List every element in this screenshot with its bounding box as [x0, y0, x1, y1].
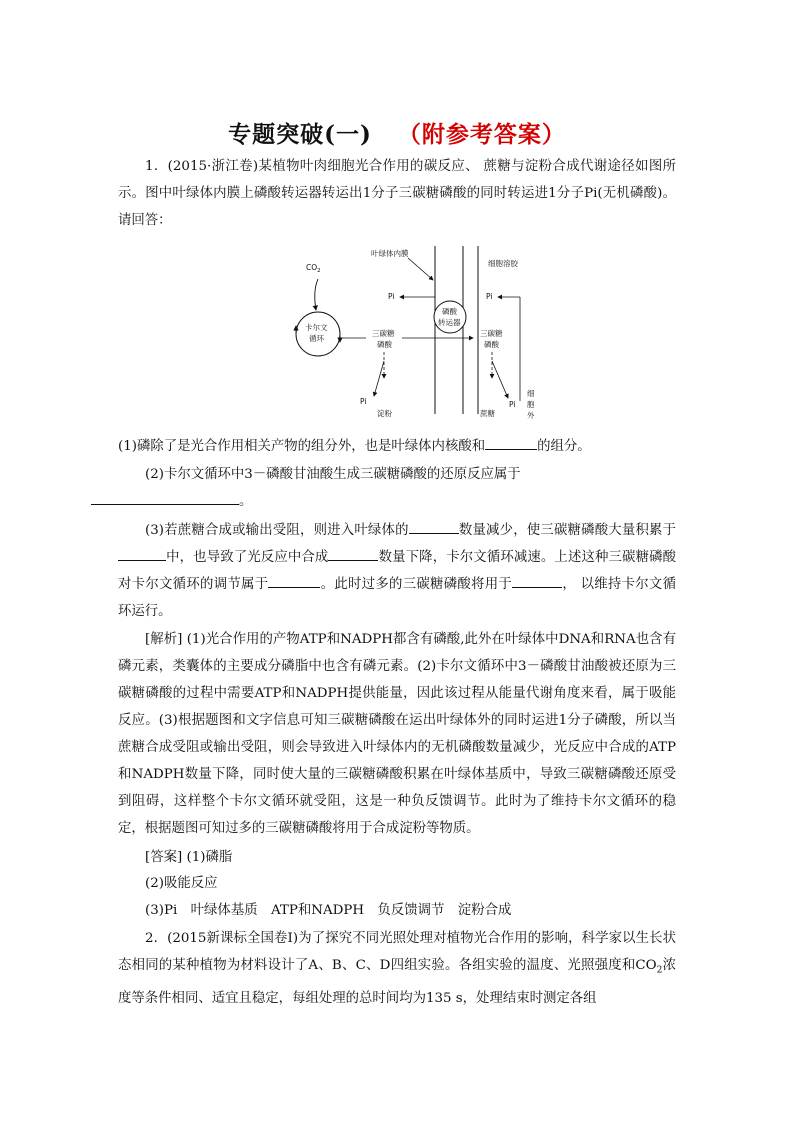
title-text: 专题突破(一) [228, 121, 372, 148]
question1-part2 [118, 461, 676, 515]
answer-label: [答案] [145, 850, 183, 865]
analysis-label: [解析] [145, 632, 183, 647]
pi-left-label: Pi [388, 292, 395, 301]
pi-bottom-left-label: Pi [360, 397, 367, 406]
transporter-line1: 磷酸 [442, 307, 457, 316]
carbon-metabolism-diagram [288, 246, 538, 428]
q3-blank-1 [409, 519, 459, 534]
question2-stem: 2．(2015新课标全国卷Ⅰ)为了探究不同光照处理对植物光合作用的影响，科学家以生长状态相同的某种植物为材料设计了A、B、C、D四组实验。各组实验的温度、光照强度和$CO_2$浓度等条件相同、适宜且稳定，每组处理的总时间均为135 s，处理结束时测定各组 [118, 931, 677, 1006]
answer-3: (3)Pi 叶绿体基质 ATP和NADPH 负反馈调节 淀粉合成 [145, 903, 512, 918]
question1-part3: (3)若蔗糖合成或输出受阻，则进入叶绿体的 数量减少，使三碳糖磷酸大量积累于中，也导致了光反应中合成 数量下降，卡尔文循环减速。上述这种三碳糖磷酸对卡尔文循环的调节属于 。此时过多的三碳糖磷酸将用于 ， 以维持卡尔文循环运行。 [118, 517, 676, 625]
q3-blank-2 [118, 546, 166, 561]
triose-right-line2: 磷酸 [484, 340, 499, 349]
co2-label: $CO_2$ [306, 263, 321, 274]
pi-bottom-right-label: Pi [509, 400, 516, 409]
answer-block [118, 844, 676, 871]
q1-text-a: (1)磷除了是光合作用相关产物的组分外，也是叶绿体内核酸和 [118, 439, 486, 454]
cytosol-label: 细胞溶胶 [488, 259, 518, 268]
q1-text-b: 的组分。 [537, 439, 591, 454]
answer-1: (1)磷脂 [182, 850, 233, 865]
q3-blank-3 [328, 546, 378, 561]
triose-left-line1: 三碳糖 [372, 329, 395, 338]
q2-blank [91, 490, 239, 505]
question1-part1 [118, 433, 591, 460]
answer-note: （附参考答案） [397, 121, 566, 148]
q2-text-a: (2)卡尔文循环中3－磷酸甘油酸生成三碳糖磷酸的还原反应属于 [145, 467, 521, 482]
analysis-paragraph [118, 626, 676, 842]
q2-text-b: 。 [239, 494, 253, 509]
q3-blank-4 [268, 573, 320, 588]
q1-blank [485, 435, 537, 450]
outside-label-3: 外 [527, 411, 535, 420]
calvin-cycle-line1: 卡尔文 [305, 323, 328, 332]
q3-blank-5 [512, 573, 562, 588]
analysis-text: (1)光合作用的产物ATP和NADPH都含有磷酸,此外在叶绿体中DNA和RNA也含有磷元素，类囊体的主要成分磷脂中也含有磷元素。(2)卡尔文循环中3－磷酸甘油酸被还原为三碳糖磷酸的过程中需要ATP和NADPH提供能量，因此该过程从能量代谢角度来看，属于吸能反应。(3)根据题图和文字信息可知三碳糖磷酸在运出叶绿体外的同时运进1分子磷酸，所以当蔗糖合成受阻或输出受阻，则会导致进入叶绿体内的无机磷酸数量减少，光反应中合成的ATP和NADPH数量下降，同时使大量的三碳糖磷酸积累在叶绿体基质中，导致三碳糖磷酸还原受到阻碍，这样整个卡尔文循环就受阻，这是一种负反馈调节。此时为了维持卡尔文循环的稳定，根据题图可知过多的三碳糖磷酸将用于合成淀粉等物质。 [118, 632, 677, 836]
answer-2: (2)吸能反应 [145, 876, 218, 891]
page-title [0, 116, 794, 149]
triose-right-line1: 三碳糖 [480, 329, 503, 338]
question1-stem: 1．(2015·浙江卷)某植物叶肉细胞光合作用的碳反应、 蔗糖与淀粉合成代谢途径如图所示。图中叶绿体内膜上磷酸转运器转运出1分子三碳糖磷酸的同时转运进1分子Pi(无机磷酸)。请回答： [118, 159, 676, 228]
outside-label-2: 胞 [527, 400, 535, 409]
transporter-line2: 转运器 [438, 318, 461, 327]
sucrose-label: 蔗糖 [480, 409, 495, 418]
triose-left-line2: 磷酸 [377, 340, 392, 349]
outside-label-1: 细 [527, 389, 535, 398]
calvin-cycle-line2: 循环 [309, 334, 324, 343]
starch-label: 淀粉 [377, 409, 392, 418]
inner-membrane-label: 叶绿体内膜 [371, 249, 409, 258]
pi-right-label: Pi [486, 292, 493, 301]
